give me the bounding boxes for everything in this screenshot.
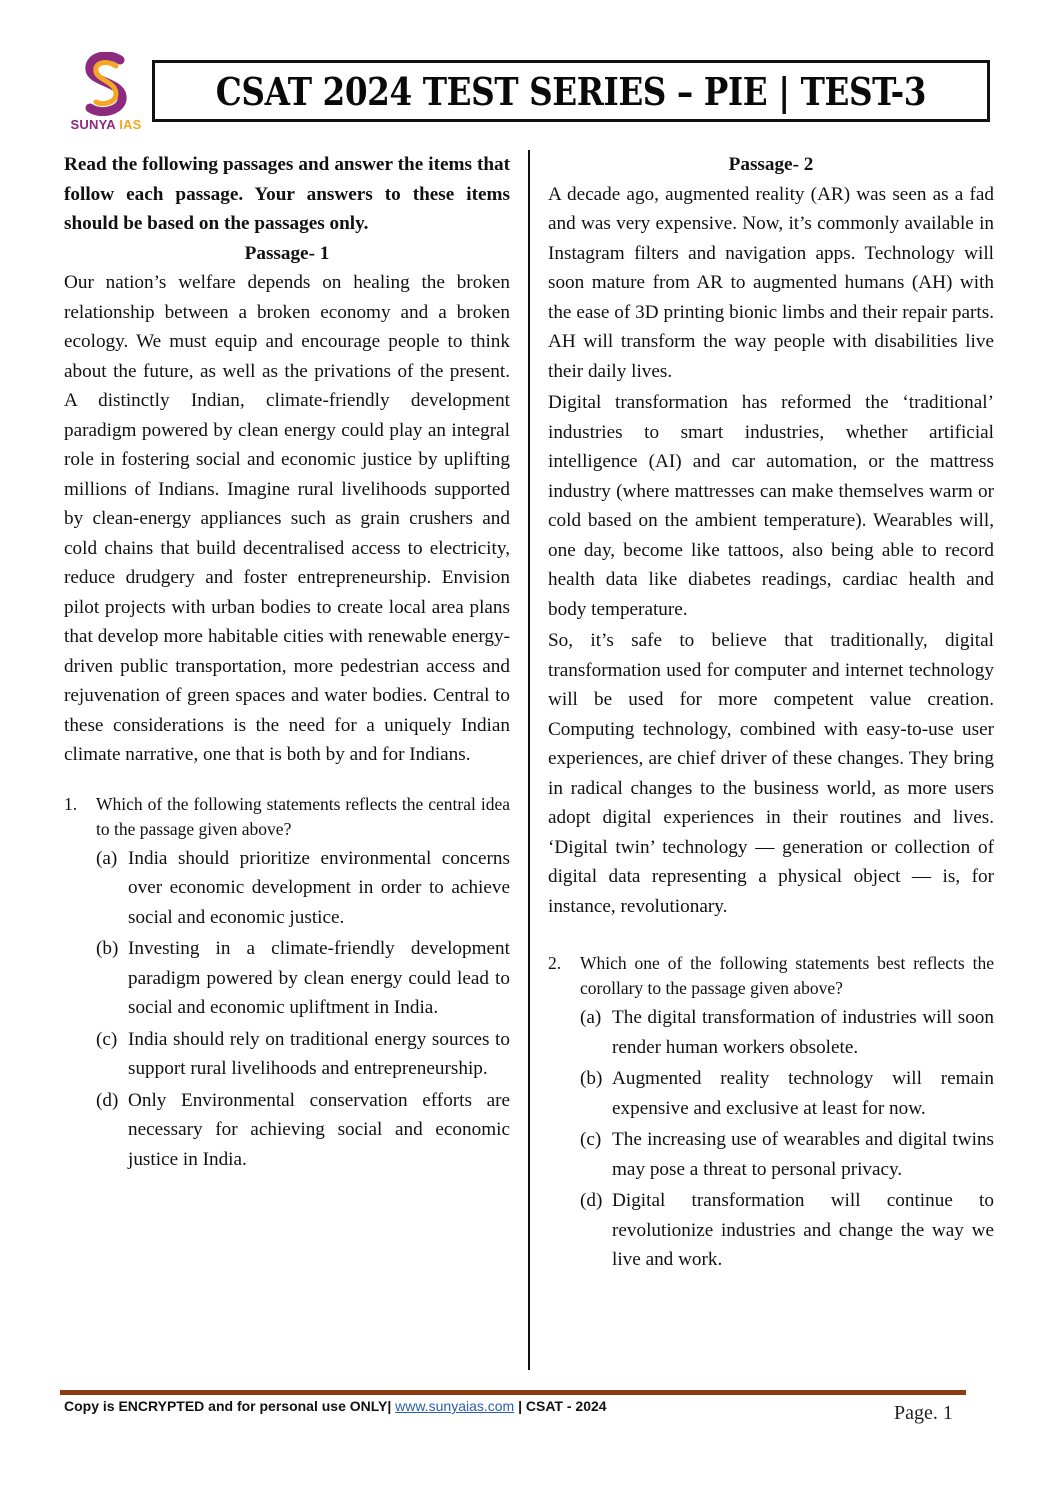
option-label: (a) — [580, 1007, 602, 1028]
q2-option-c — [580, 1125, 994, 1184]
document-title-box — [152, 60, 990, 122]
s-swirl-logo-icon — [80, 52, 132, 116]
option-label: (d) — [580, 1190, 603, 1211]
passage-2-paragraph: So, it’s safe to believe that traditionally, digital transformation used for computer and internet technology will be used for more competent value creation. Computing technology, combined with easy-to-use user experiences, are chief driver of these changes. They bring in radical changes to the business world, as more users adopt digital experiences in their routines and lives. ‘Digital twin’ technology — generation or collection of digital data representing a physical object — is, for instance, revolutionary. — [548, 630, 994, 917]
left-column — [64, 150, 510, 1174]
question-text: Which one of the following statements best reflects the corollary to the passage given above? — [580, 953, 994, 998]
q1-option-d — [96, 1086, 510, 1175]
passage-2-paragraph: Digital transformation has reformed the ‘traditional’ industries to smart industries, whether artificial intelligence (AI) and car automation, or the mattress industry (where mattresses can make themselves warm or cold based on the ambient temperature). Wearables will, one day, become like tattoos, also being able to record health data like diabetes readings, cardiac health and body temperature. — [548, 392, 994, 620]
option-text: India should rely on traditional energy sources to support rural livelihoods and entrepreneurship. — [128, 1028, 510, 1079]
q1-option-c — [96, 1025, 510, 1084]
column-divider — [528, 150, 530, 1370]
page-number: Page. 1 — [894, 1402, 953, 1424]
footer-rule — [60, 1390, 966, 1395]
document-title: CSAT 2024 TEST SERIES – PIE | TEST-3 — [215, 68, 927, 114]
option-label: (b) — [580, 1068, 603, 1089]
option-text: India should prioritize environmental concerns over economic development in order to achieve social and economic justice. — [128, 847, 510, 928]
website-link[interactable]: www.sunyaias.com — [395, 1398, 515, 1414]
q2-option-b — [580, 1064, 994, 1123]
question-2 — [548, 951, 994, 1001]
option-text: The digital transformation of industries will soon render human workers obsolete. — [612, 1007, 994, 1058]
option-label: (a) — [96, 847, 118, 869]
logo-word-sunya: SUNYA — [70, 117, 116, 132]
option-label: (c) — [580, 1129, 602, 1150]
passage-1-title: Passage- 1 — [244, 242, 330, 264]
question-number: 2. — [548, 953, 562, 973]
question-text: Which of the following statements reflects the central idea to the passage given above? — [96, 793, 510, 839]
q1-option-b — [96, 934, 510, 1023]
q2-option-d — [580, 1186, 994, 1275]
right-column — [548, 150, 994, 1275]
logo-wordmark — [70, 117, 142, 132]
option-label: (d) — [96, 1089, 119, 1111]
encryption-notice: Copy is ENCRYPTED and for personal use ONLY| — [64, 1398, 392, 1414]
option-text: Investing in a climate-friendly development paradigm powered by clean energy could lead to social and economic upliftment in India. — [128, 938, 510, 1018]
passage-2-paragraph: A decade ago, augmented reality (AR) was seen as a fad and was very expensive. Now, it’s commonly available in Instagram filters and navigation apps. Technology will soon mature from AR to augmented humans (AH) with the ease of 3D printing bionic limbs and their repair parts. AH will transform the way people with disabilities live their daily lives. — [548, 183, 994, 382]
option-label: (c) — [96, 1028, 118, 1050]
option-text: Augmented reality technology will remain expensive and exclusive at least for now. — [612, 1068, 994, 1119]
passage-1-text: Our nation’s welfare depends on healing the broken relationship between a broken economy and a broken ecology. We must equip and encourage people to think about the future, as well as the privations of the present. A distinctly Indian, climate-friendly development paradigm powered by clean energy could play an integral role in fostering social and economic justice by uplifting millions of Indians. Imagine rural livelihoods supported by clean-energy appliances such as grain crushers and cold chains that build decentralised access to electricity, reduce drudgery and foster entrepreneurship. Envision pilot projects with urban bodies to create local area plans that develop more habitable cities with renewable energy-driven public transportation, more pedestrian access and rejuvenation of green spaces and water bodies. Central to these considerations is the need for a uniquely Indian climate narrative, one that is both by and for Indians. — [64, 272, 510, 765]
option-text: Digital transformation will continue to revolutionize industries and change the way we live and work. — [612, 1190, 994, 1270]
passage-2-title: Passage- 2 — [728, 154, 814, 175]
q1-option-a — [96, 844, 510, 933]
question-number: 1. — [64, 793, 78, 814]
footer-notice — [64, 1398, 607, 1414]
q2-option-a — [580, 1003, 994, 1062]
sunya-ias-logo — [70, 52, 142, 140]
option-text: The increasing use of wearables and digital twins may pose a threat to personal privacy. — [612, 1129, 994, 1180]
instructions: Read the following passages and answer the items that follow each passage. Your answers to these items should be based on the passages only. — [64, 154, 510, 234]
question-1 — [64, 792, 510, 842]
logo-word-ias: IAS — [119, 117, 142, 132]
footer-suffix: | CSAT - 2024 — [518, 1398, 607, 1414]
option-text: Only Environmental conservation efforts are necessary for achieving social and economic justice in India. — [128, 1089, 510, 1170]
option-label: (b) — [96, 938, 119, 959]
